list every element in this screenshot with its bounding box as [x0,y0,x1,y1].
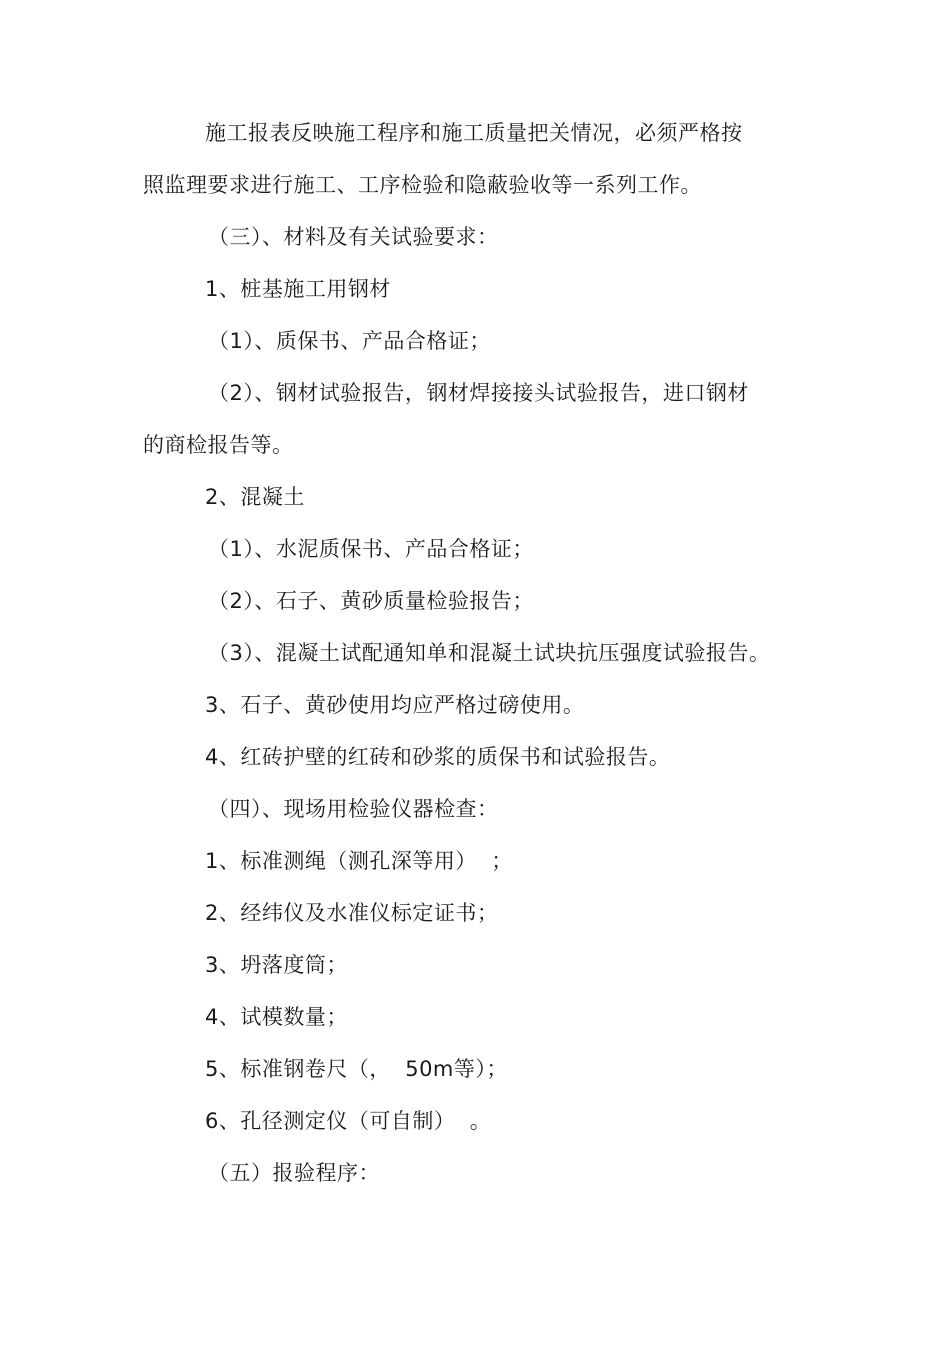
list-item: 5、标准钢卷尺（， 50m等）； [205,1057,508,1081]
list-item-heading: 1、桩基施工用钢材 [205,277,391,301]
paragraph-line-2: 照监理要求进行施工、工序检验和隐蔽验收等一系列工作。 [143,173,702,197]
paragraph-line-1: 施工报表反映施工程序和施工质量把关情况，必须严格按 [205,121,743,145]
list-subitem: （3）、混凝土试配通知单和混凝土试块抗压强度试验报告。 [208,641,771,665]
list-subitem: （2）、石子、黄砂质量检验报告； [208,589,534,613]
list-subitem-continuation: 的商检报告等。 [143,433,294,457]
list-item: 2、经纬仪及水准仪标定证书； [205,901,499,925]
section-heading-3: （三）、材料及有关试验要求： [208,225,499,249]
list-item: 6、孔径测定仪（可自制） 。 [205,1109,492,1133]
section-heading-5: （五）报验程序： [208,1161,380,1185]
list-subitem: （1）、水泥质保书、产品合格证； [208,537,534,561]
list-item: 4、试模数量； [205,1005,348,1029]
list-item: 3、石子、黄砂使用均应严格过磅使用。 [205,693,585,717]
section-heading-4: （四）、现场用检验仪器检查： [208,797,499,821]
list-item: 4、红砖护壁的红砖和砂浆的质保书和试验报告。 [205,745,671,769]
list-item: 3、坍落度筒； [205,953,348,977]
list-subitem: （2）、钢材试验报告，钢材焊接接头试验报告，进口钢材 [208,381,749,405]
list-item-heading: 2、混凝土 [205,485,305,509]
list-item: 1、标准测绳（测孔深等用） ； [205,849,513,873]
list-subitem: （1）、质保书、产品合格证； [208,329,491,353]
